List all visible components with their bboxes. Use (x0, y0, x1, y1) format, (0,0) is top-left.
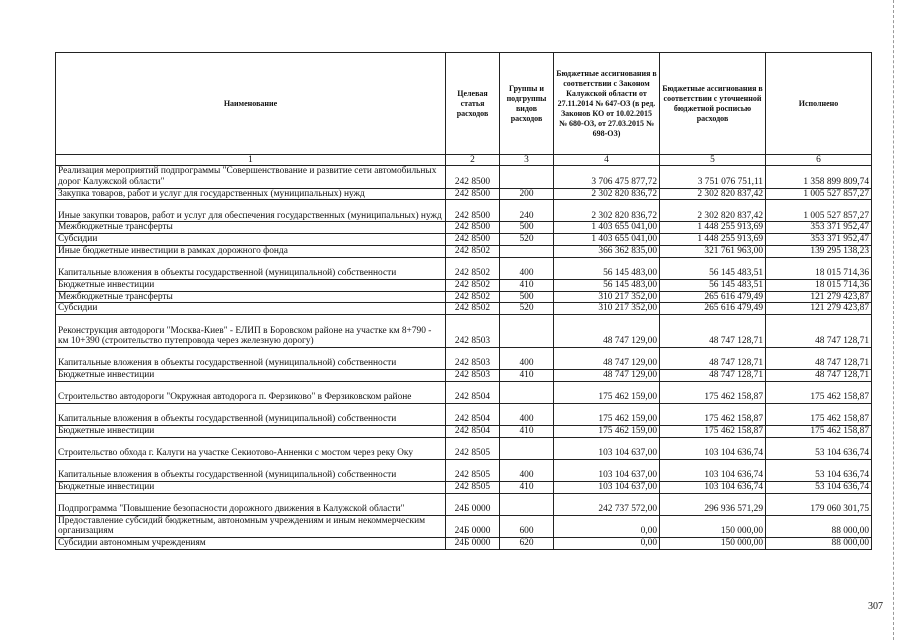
row-refined-allocation: 175 462 158,87 (660, 403, 766, 425)
row-refined-allocation: 103 104 636,74 (660, 437, 766, 459)
row-refined-allocation: 48 747 128,71 (660, 348, 766, 370)
column-number-row (56, 155, 872, 166)
column-number: 5 (660, 155, 766, 166)
row-expense-group: 400 (500, 403, 554, 425)
row-target-article: 242 8504 (446, 403, 500, 425)
row-refined-allocation: 321 761 963,00 (660, 245, 766, 257)
table-row (56, 459, 872, 481)
row-executed: 353 371 952,47 (766, 234, 872, 246)
budget-execution-table (55, 52, 872, 550)
row-refined-allocation: 1 448 255 913,69 (660, 234, 766, 246)
row-name: Строительство обхода г. Калуги на участке Секиотово-Анненки с мостом через реку Оку (56, 437, 446, 459)
row-executed: 1 005 527 857,27 (766, 188, 872, 200)
row-name: Капитальные вложения в объекты государственной (муниципальной) собственности (56, 348, 446, 370)
row-name: Бюджетные инвестиции (56, 279, 446, 291)
row-target-article: 242 8502 (446, 291, 500, 303)
row-name: Строительство автодороги "Окружная автодорога п. Ферзиково" в Ферзиковском районе (56, 381, 446, 403)
column-number: 3 (500, 155, 554, 166)
header-target-article: Целевая статья расходов (446, 53, 500, 155)
row-executed: 48 747 128,71 (766, 315, 872, 348)
table-row (56, 188, 872, 200)
row-name: Бюджетные инвестиции (56, 425, 446, 437)
row-expense-group: 500 (500, 222, 554, 234)
row-name: Капитальные вложения в объекты государственной (муниципальной) собственности (56, 459, 446, 481)
header-expense-group: Группы и подгруппы видов расходов (500, 53, 554, 155)
row-refined-allocation: 3 751 076 751,11 (660, 166, 766, 189)
page-edge-divider (893, 0, 894, 640)
row-target-article: 242 8500 (446, 200, 500, 222)
row-expense-group: 400 (500, 459, 554, 481)
row-refined-allocation: 150 000,00 (660, 538, 766, 550)
row-target-article: 242 8503 (446, 370, 500, 382)
table-row (56, 245, 872, 257)
header-executed: Исполнено (766, 53, 872, 155)
row-name: Реконструкция автодороги "Москва-Киев" - ЕЛИП в Боровском районе на участке км 8+790 - км 10+390 (строительство путепровода через железную дорогу) (56, 315, 446, 348)
row-expense-group: 500 (500, 291, 554, 303)
row-executed: 53 104 636,74 (766, 437, 872, 459)
table-row (56, 481, 872, 493)
row-expense-group: 410 (500, 279, 554, 291)
row-target-article: 242 8505 (446, 437, 500, 459)
row-law-allocation: 48 747 129,00 (554, 348, 660, 370)
row-refined-allocation: 56 145 483,51 (660, 279, 766, 291)
row-expense-group: 620 (500, 538, 554, 550)
row-name: Субсидии автономным учреждениям (56, 538, 446, 550)
row-name: Капитальные вложения в объекты государственной (муниципальной) собственности (56, 403, 446, 425)
row-refined-allocation: 48 747 128,71 (660, 370, 766, 382)
row-target-article: 242 8504 (446, 381, 500, 403)
row-executed: 121 279 423,87 (766, 291, 872, 303)
row-law-allocation: 175 462 159,00 (554, 381, 660, 403)
row-expense-group: 600 (500, 515, 554, 538)
table-row (56, 403, 872, 425)
column-number: 2 (446, 155, 500, 166)
row-law-allocation: 3 706 475 877,72 (554, 166, 660, 189)
row-name: Межбюджетные трансферты (56, 291, 446, 303)
row-law-allocation: 0,00 (554, 538, 660, 550)
table-row (56, 200, 872, 222)
row-expense-group (500, 315, 554, 348)
row-target-article: 242 8500 (446, 188, 500, 200)
row-expense-group (500, 166, 554, 189)
row-expense-group: 410 (500, 481, 554, 493)
row-executed: 53 104 636,74 (766, 481, 872, 493)
row-refined-allocation: 56 145 483,51 (660, 257, 766, 279)
row-target-article: 242 8500 (446, 234, 500, 246)
row-refined-allocation: 150 000,00 (660, 515, 766, 538)
row-expense-group (500, 493, 554, 515)
header-law-allocations: Бюджетные ассигнования в соответствии с Законом Калужской области от 27.11.2014 № 647-ОЗ (в ред. Законов КО от 10.02.2015 № 680-ОЗ, от 27.03.2015 № 698-ОЗ) (554, 53, 660, 155)
row-executed: 1 005 527 857,27 (766, 200, 872, 222)
row-refined-allocation: 48 747 128,71 (660, 315, 766, 348)
row-expense-group: 400 (500, 348, 554, 370)
row-law-allocation: 310 217 352,00 (554, 291, 660, 303)
row-target-article: 24Б 0000 (446, 493, 500, 515)
table-row (56, 257, 872, 279)
row-target-article: 242 8500 (446, 222, 500, 234)
row-executed: 353 371 952,47 (766, 222, 872, 234)
row-law-allocation: 1 403 655 041,00 (554, 222, 660, 234)
column-number: 6 (766, 155, 872, 166)
row-name: Субсидии (56, 234, 446, 246)
row-refined-allocation: 2 302 820 837,42 (660, 200, 766, 222)
row-executed: 1 358 899 809,74 (766, 166, 872, 189)
row-expense-group (500, 437, 554, 459)
row-refined-allocation: 103 104 636,74 (660, 459, 766, 481)
row-refined-allocation: 265 616 479,49 (660, 291, 766, 303)
row-law-allocation: 103 104 637,00 (554, 437, 660, 459)
row-target-article: 24Б 0000 (446, 515, 500, 538)
row-expense-group: 520 (500, 303, 554, 315)
row-executed: 88 000,00 (766, 515, 872, 538)
header-refined-allocations: Бюджетные ассигнования в соответствии с уточненной бюджетной росписью расходов (660, 53, 766, 155)
row-executed: 48 747 128,71 (766, 370, 872, 382)
page-number: 307 (868, 601, 883, 612)
table-row (56, 437, 872, 459)
row-expense-group (500, 245, 554, 257)
row-expense-group: 410 (500, 370, 554, 382)
row-name: Бюджетные инвестиции (56, 370, 446, 382)
row-law-allocation: 48 747 129,00 (554, 370, 660, 382)
row-law-allocation: 56 145 483,00 (554, 279, 660, 291)
row-law-allocation: 242 737 572,00 (554, 493, 660, 515)
header-name: Наименование (56, 53, 446, 155)
row-law-allocation: 2 302 820 836,72 (554, 188, 660, 200)
row-executed: 179 060 301,75 (766, 493, 872, 515)
row-expense-group (500, 381, 554, 403)
table-row (56, 370, 872, 382)
row-executed: 175 462 158,87 (766, 403, 872, 425)
table-row (56, 538, 872, 550)
row-law-allocation: 175 462 159,00 (554, 425, 660, 437)
row-name: Иные закупки товаров, работ и услуг для обеспечения государственных (муниципальных) нужд (56, 200, 446, 222)
row-name: Реализация мероприятий подпрограммы "Совершенствование и развитие сети автомобильных дорог Калужской области" (56, 166, 446, 189)
row-executed: 18 015 714,36 (766, 279, 872, 291)
row-target-article: 242 8505 (446, 459, 500, 481)
row-law-allocation: 48 747 129,00 (554, 315, 660, 348)
row-law-allocation: 2 302 820 836,72 (554, 200, 660, 222)
row-expense-group: 410 (500, 425, 554, 437)
row-executed: 53 104 636,74 (766, 459, 872, 481)
row-target-article: 242 8502 (446, 279, 500, 291)
row-target-article: 242 8502 (446, 245, 500, 257)
row-target-article: 242 8505 (446, 481, 500, 493)
table-row (56, 166, 872, 189)
table-row (56, 381, 872, 403)
row-refined-allocation: 2 302 820 837,42 (660, 188, 766, 200)
table-row (56, 348, 872, 370)
row-refined-allocation: 175 462 158,87 (660, 381, 766, 403)
row-target-article: 242 8504 (446, 425, 500, 437)
row-law-allocation: 56 145 483,00 (554, 257, 660, 279)
row-name: Бюджетные инвестиции (56, 481, 446, 493)
row-executed: 175 462 158,87 (766, 381, 872, 403)
row-executed: 18 015 714,36 (766, 257, 872, 279)
row-name: Капитальные вложения в объекты государственной (муниципальной) собственности (56, 257, 446, 279)
row-expense-group: 520 (500, 234, 554, 246)
table-row (56, 291, 872, 303)
row-refined-allocation: 296 936 571,29 (660, 493, 766, 515)
table-row (56, 279, 872, 291)
row-refined-allocation: 1 448 255 913,69 (660, 222, 766, 234)
row-name: Иные бюджетные инвестиции в рамках дорожного фонда (56, 245, 446, 257)
table-row (56, 493, 872, 515)
row-name: Межбюджетные трансферты (56, 222, 446, 234)
table-row (56, 234, 872, 246)
row-target-article: 242 8500 (446, 166, 500, 189)
row-target-article: 242 8502 (446, 257, 500, 279)
table-row (56, 315, 872, 348)
row-law-allocation: 1 403 655 041,00 (554, 234, 660, 246)
row-refined-allocation: 103 104 636,74 (660, 481, 766, 493)
table-header-row (56, 53, 872, 155)
row-executed: 121 279 423,87 (766, 303, 872, 315)
row-target-article: 242 8502 (446, 303, 500, 315)
column-number: 4 (554, 155, 660, 166)
table-row (56, 425, 872, 437)
row-expense-group: 200 (500, 188, 554, 200)
row-name: Предоставление субсидий бюджетным, автономным учреждениям и иным некоммерческим организациям (56, 515, 446, 538)
table-row (56, 222, 872, 234)
row-expense-group: 240 (500, 200, 554, 222)
row-law-allocation: 103 104 637,00 (554, 481, 660, 493)
row-target-article: 242 8503 (446, 348, 500, 370)
row-executed: 88 000,00 (766, 538, 872, 550)
column-number: 1 (56, 155, 446, 166)
row-law-allocation: 103 104 637,00 (554, 459, 660, 481)
row-executed: 139 295 138,23 (766, 245, 872, 257)
row-name: Субсидии (56, 303, 446, 315)
row-law-allocation: 175 462 159,00 (554, 403, 660, 425)
row-executed: 175 462 158,87 (766, 425, 872, 437)
row-law-allocation: 366 362 835,00 (554, 245, 660, 257)
row-name: Закупка товаров, работ и услуг для государственных (муниципальных) нужд (56, 188, 446, 200)
row-law-allocation: 310 217 352,00 (554, 303, 660, 315)
row-name: Подпрограмма "Повышение безопасности дорожного движения в Калужской области" (56, 493, 446, 515)
table-row (56, 515, 872, 538)
row-executed: 48 747 128,71 (766, 348, 872, 370)
row-target-article: 24Б 0000 (446, 538, 500, 550)
table-row (56, 303, 872, 315)
row-law-allocation: 0,00 (554, 515, 660, 538)
row-refined-allocation: 175 462 158,87 (660, 425, 766, 437)
row-target-article: 242 8503 (446, 315, 500, 348)
row-refined-allocation: 265 616 479,49 (660, 303, 766, 315)
row-expense-group: 400 (500, 257, 554, 279)
